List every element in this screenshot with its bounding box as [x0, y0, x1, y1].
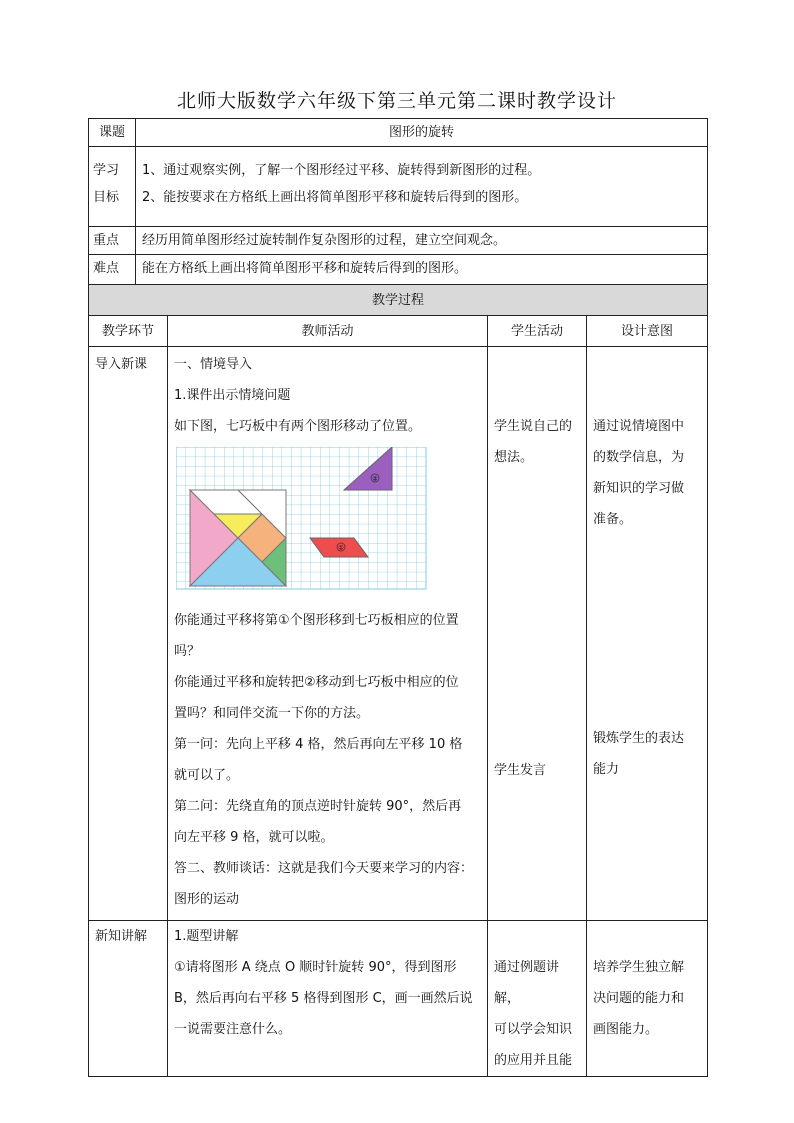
intro-t3: 如下图，七巧板中有两个图形移动了位置。	[174, 419, 422, 434]
intro-intent1b: 的数学信息，为	[593, 450, 685, 465]
topic-value: 图形的旋转	[136, 119, 708, 147]
newknow-t1: 1.题型讲解	[174, 929, 239, 944]
intro-t2: 1.课件出示情境问题	[174, 388, 291, 403]
newknow-i1: 培养学生独立解	[593, 960, 685, 975]
intro-q2a: 你能通过平移和旋转把②移动到七巧板中相应的位	[174, 675, 459, 690]
col-student: 学生活动	[488, 316, 587, 347]
col-intent: 设计意图	[587, 316, 708, 347]
tangram-figure	[176, 447, 428, 591]
newknow-t2c: 一说需要注意什么。	[174, 1022, 292, 1037]
topic-label: 课题	[89, 119, 136, 147]
objective-item-2: 2、能按要求在方格纸上画出将简单图形平移和旋转后得到的图形。	[142, 190, 528, 205]
intro-a2a: 第二问：先绕直角的顶点逆时针旋转 90°，然后再	[174, 799, 462, 814]
newknow-i2: 决问题的能力和	[593, 991, 685, 1006]
newknow-teacher-activity	[168, 921, 488, 1077]
intro-a1a: 第一问：先向上平移 4 格，然后再向左平移 10 格	[174, 737, 463, 752]
intro-a3b: 图形的运动	[174, 892, 240, 907]
intro-teacher-activity	[168, 347, 488, 921]
objectives-content	[136, 147, 708, 227]
intro-intent2b: 能力	[593, 762, 620, 777]
objectives-label	[89, 147, 136, 227]
intro-student1a: 学生说自己的	[494, 419, 573, 434]
intro-a3a: 答二、教师谈话：这就是我们今天要来学习的内容：	[174, 861, 474, 876]
difficulty-label: 难点	[89, 255, 136, 285]
newknow-intent	[587, 921, 708, 1077]
intro-q1b: 吗？	[174, 644, 201, 659]
difficulty-value: 能在方格纸上画出将简单图形平移和旋转后得到的图形。	[136, 255, 708, 285]
key-point-value: 经历用简单图形经过旋转制作复杂图形的过程，建立空间观念。	[136, 227, 708, 255]
newknow-s2: 可以学会知识	[494, 1022, 573, 1037]
intro-student1b: 想法。	[494, 450, 534, 465]
intro-t1: 一、情境导入	[174, 357, 253, 372]
intro-q1a: 你能通过平移将第①个图形移到七巧板相应的位置	[174, 613, 459, 628]
page-title: 北师大版数学六年级下第三单元第二课时教学设计	[176, 90, 617, 112]
intro-student-activity	[488, 347, 587, 921]
intro-intent2a: 锻炼学生的表达	[593, 731, 685, 746]
col-teacher: 教师活动	[168, 316, 488, 347]
newknow-s3: 的应用并且能	[494, 1053, 573, 1068]
newknow-t2a: ①请将图形 A 绕点 O 顺时针旋转 90°，得到图形	[174, 960, 457, 975]
intro-intent1d: 准备。	[593, 512, 633, 527]
newknow-i3: 画图能力。	[593, 1022, 659, 1037]
process-header: 教学过程	[89, 285, 708, 316]
newknow-student-activity	[488, 921, 587, 1077]
col-stage: 教学环节	[89, 316, 168, 347]
intro-a1b: 就可以了。	[174, 768, 240, 783]
intro-intent1a: 通过说情境图中	[593, 419, 685, 434]
intro-q2b: 置吗？和同伴交流一下你的方法。	[174, 706, 370, 721]
newknow-t2b: B，然后再向右平移 5 格得到图形 C，画一画然后说	[174, 991, 473, 1006]
intro-a2b: 向左平移 9 格，就可以啦。	[174, 830, 334, 845]
intro-stage: 导入新课	[89, 347, 168, 921]
label-2: ②	[372, 475, 378, 483]
objective-item-1: 1、通过观察实例，了解一个图形经过平移、旋转得到新图形的过程。	[142, 163, 541, 178]
lesson-plan-table	[88, 118, 708, 1077]
label-1: ①	[338, 544, 344, 552]
objectives-label-line1: 学习	[93, 163, 120, 178]
newknow-s1: 通过例题讲解，	[494, 960, 560, 1006]
newknow-stage: 新知讲解	[89, 921, 168, 1077]
key-point-label: 重点	[89, 227, 136, 255]
intro-intent1c: 新知识的学习做	[593, 481, 685, 496]
objectives-label-line2: 目标	[93, 190, 120, 205]
intro-intent	[587, 347, 708, 921]
intro-student2: 学生发言	[494, 763, 547, 778]
